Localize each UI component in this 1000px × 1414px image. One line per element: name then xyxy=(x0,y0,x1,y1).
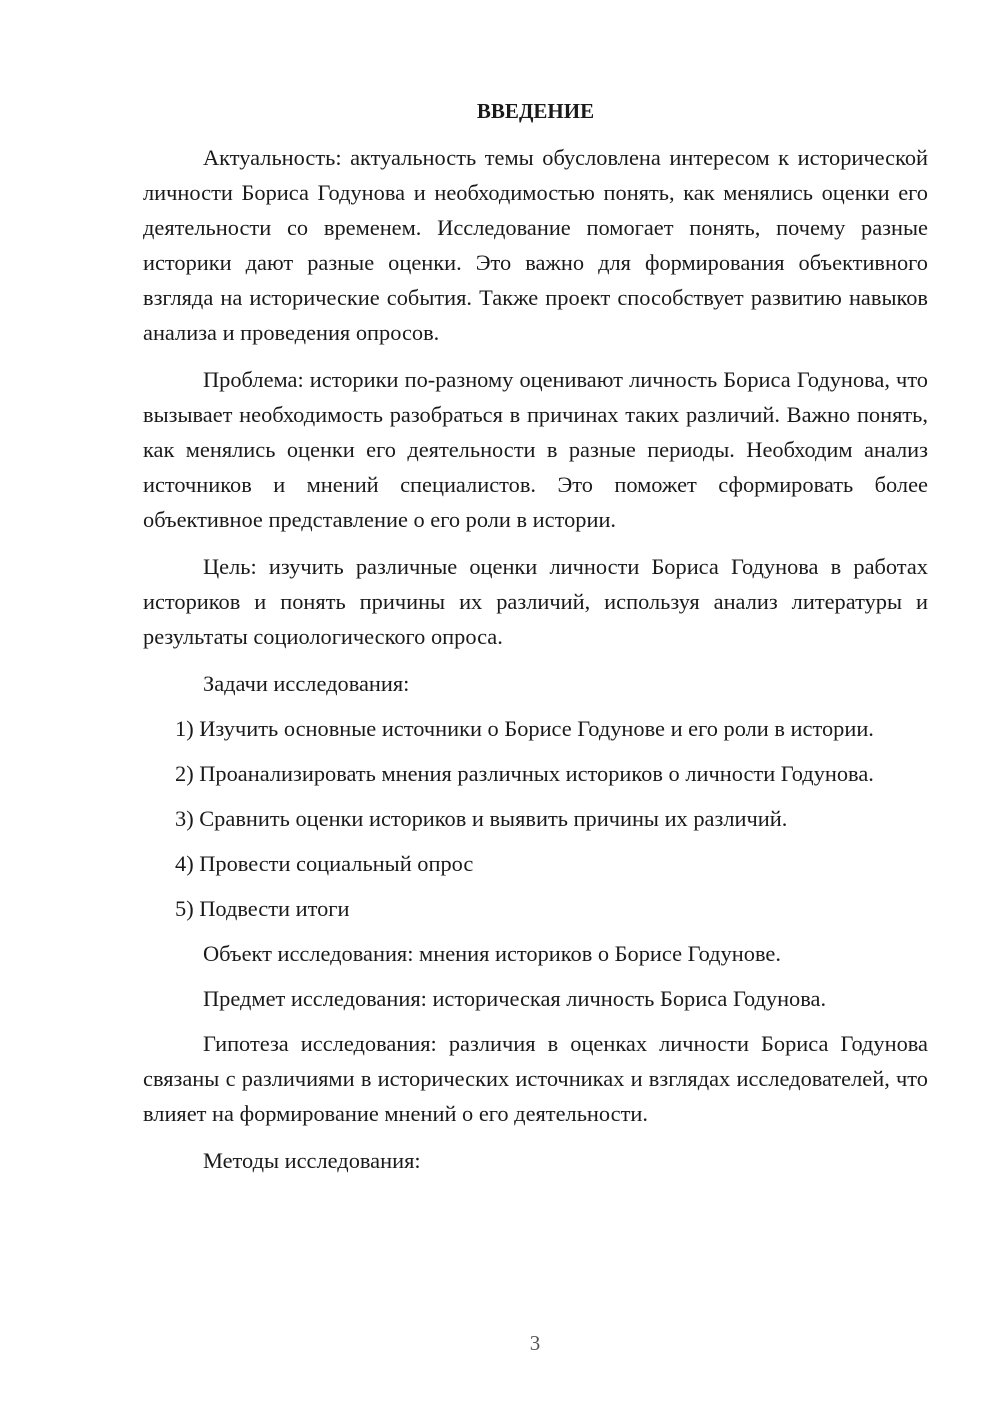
task-item: 2) Проанализировать мнения различных историков о личности Годунова. xyxy=(175,761,874,786)
tasks-heading: Задачи исследования: xyxy=(203,671,410,696)
paragraph-hypothesis: Гипотеза исследования: различия в оценках личности Бориса Годунова связаны с различиями в исторических источниках и взглядах исследователей, что влияет на формирование мнений о его деятельности. xyxy=(143,1031,928,1126)
paragraph-object: Объект исследования: мнения историков о Борисе Годунове. xyxy=(203,941,781,966)
task-item: 4) Провести социальный опрос xyxy=(175,851,474,876)
paragraph-problem: Проблема: историки по-разному оценивают личность Бориса Годунова, что вызывает необходимость разобраться в причинах таких различий. Важно понять, как менялись оценки его деятельности в разные периоды. Необходим анализ источников и мнений специалистов. Это поможет сформировать более объективное представление о его роли в истории. xyxy=(143,367,928,532)
task-item: 3) Сравнить оценки историков и выявить причины их различий. xyxy=(175,806,788,831)
paragraph-relevance: Актуальность: актуальность темы обусловлена интересом к исторической личности Бориса Годунова и необходимостью понять, как менялись оценки его деятельности со временем. Исследование помогает понять, почему разные историки дают разные оценки. Это важно для формирования объективного взгляда на исторические события. Также проект способствует развитию навыков анализа и проведения опросов. xyxy=(143,145,928,345)
task-item: 5) Подвести итоги xyxy=(175,896,350,921)
task-item: 1) Изучить основные источники о Борисе Годунове и его роли в истории. xyxy=(175,716,874,741)
document-page xyxy=(143,96,928,1188)
section-title: ВВЕДЕНИЕ xyxy=(476,99,595,123)
methods-heading: Методы исследования: xyxy=(203,1148,421,1173)
paragraph-subject: Предмет исследования: историческая личность Бориса Годунова. xyxy=(203,986,827,1011)
page-number: 3 xyxy=(529,1331,541,1355)
paragraph-goal: Цель: изучить различные оценки личности Бориса Годунова в работах историков и понять причины их различий, используя анализ литературы и результаты социологического опроса. xyxy=(143,554,928,649)
